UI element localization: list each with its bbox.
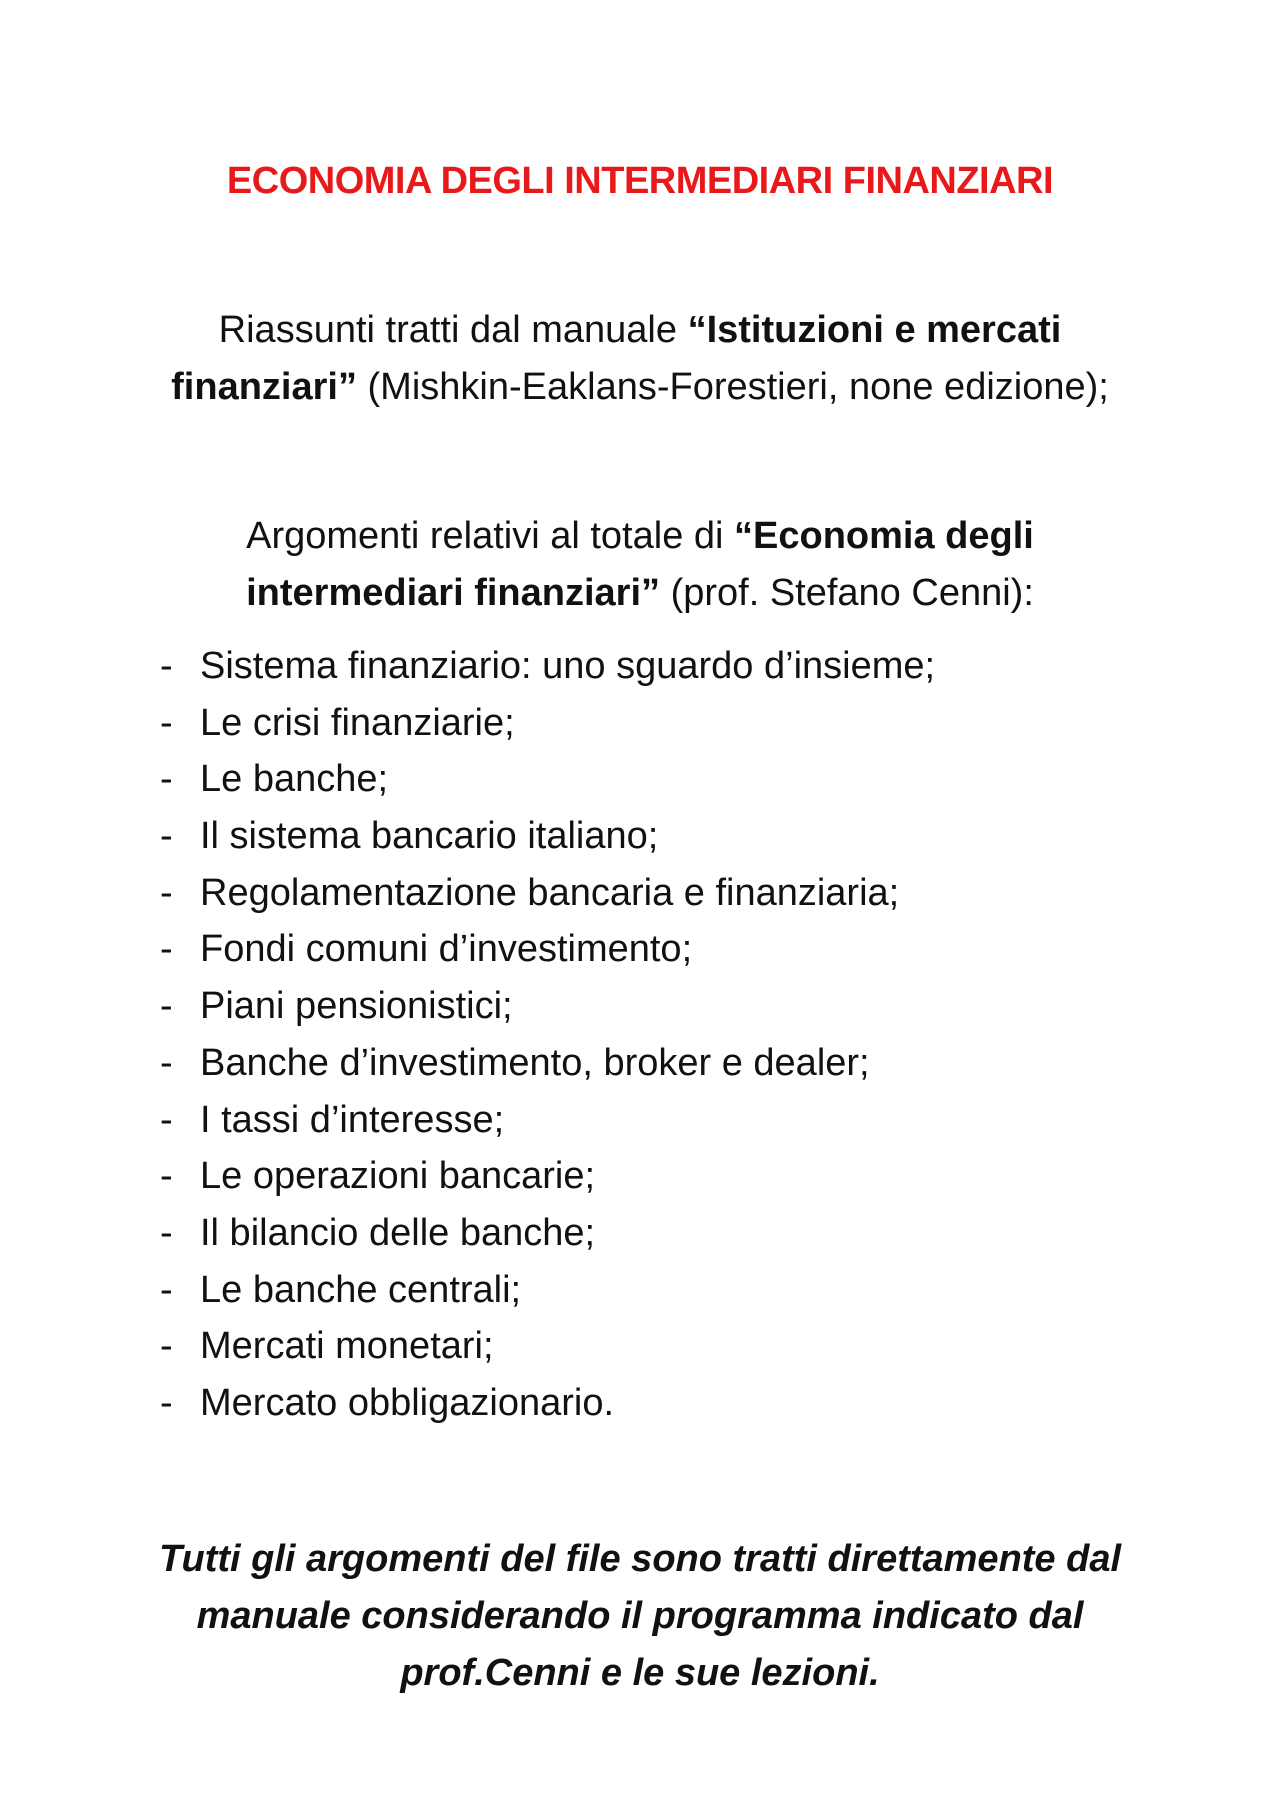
source-book-title: “Istituzioni e mercati finanziari” — [171, 309, 1062, 408]
list-dash: - — [160, 1381, 173, 1424]
list-dash: - — [160, 701, 173, 744]
topic-text: Le crisi finanziarie; — [200, 701, 515, 744]
list-dash: - — [160, 985, 173, 1028]
closing-note: Tutti gli argomenti del file sono tratti direttamente dal manuale considerando il programma indicato dal prof.Cenni e le sue lezioni. — [158, 1538, 1122, 1694]
list-item — [160, 1148, 1140, 1205]
list-dash: - — [160, 645, 173, 687]
list-dash: - — [160, 1041, 173, 1084]
source-suffix: (Mishkin-Eaklans-Forestieri, none edizione); — [356, 366, 1109, 408]
list-item — [160, 638, 1140, 695]
topic-text: Regolamentazione bancaria e finanziaria; — [200, 871, 900, 914]
list-item — [160, 865, 1140, 922]
list-item — [160, 751, 1140, 808]
course-suffix: (prof. Stefano Cenni): — [660, 572, 1034, 614]
list-dash: - — [160, 758, 173, 801]
topics-list — [160, 638, 1140, 1432]
list-dash: - — [160, 928, 173, 971]
list-dash: - — [160, 1211, 173, 1254]
list-item — [160, 1035, 1140, 1092]
list-item — [160, 695, 1140, 752]
topic-text: Mercati monetari; — [200, 1325, 494, 1368]
topic-text: Fondi comuni d’investimento; — [200, 928, 693, 971]
topic-text: I tassi d’interesse; — [200, 1098, 505, 1141]
topic-text: Banche d’investimento, broker e dealer; — [200, 1041, 870, 1084]
topic-text: Il bilancio delle banche; — [200, 1211, 596, 1254]
topic-text: Mercato obbligazionario. — [200, 1381, 615, 1424]
list-item — [160, 1375, 1140, 1432]
list-item — [160, 1092, 1140, 1149]
list-dash: - — [160, 871, 173, 914]
list-dash: - — [160, 1325, 173, 1368]
list-item — [160, 1318, 1140, 1375]
document-title: ECONOMIA DEGLI INTERMEDIARI FINANZIARI — [226, 160, 1054, 202]
list-item — [160, 978, 1140, 1035]
list-dash: - — [160, 815, 173, 858]
course-prefix: Argomenti relativi al totale di — [246, 515, 735, 557]
course-paragraph — [140, 508, 1140, 622]
source-paragraph — [140, 302, 1140, 416]
topic-text: Il sistema bancario italiano; — [200, 815, 659, 858]
list-dash: - — [160, 1155, 173, 1198]
topic-text: Sistema finanziario: uno sguardo d’insieme; — [200, 645, 936, 687]
source-prefix: Riassunti tratti dal manuale — [218, 309, 688, 351]
topic-text: Piani pensionistici; — [200, 985, 513, 1028]
list-item — [160, 1262, 1140, 1319]
list-item — [160, 808, 1140, 865]
course-title: “Economia degli intermediari finanziari” — [246, 515, 1034, 614]
topic-text: Le operazioni bancarie; — [200, 1155, 596, 1198]
list-dash: - — [160, 1098, 173, 1141]
list-item — [160, 921, 1140, 978]
topic-text: Le banche; — [200, 758, 389, 801]
list-dash: - — [160, 1268, 173, 1311]
list-item — [160, 1205, 1140, 1262]
topic-text: Le banche centrali; — [200, 1268, 522, 1311]
